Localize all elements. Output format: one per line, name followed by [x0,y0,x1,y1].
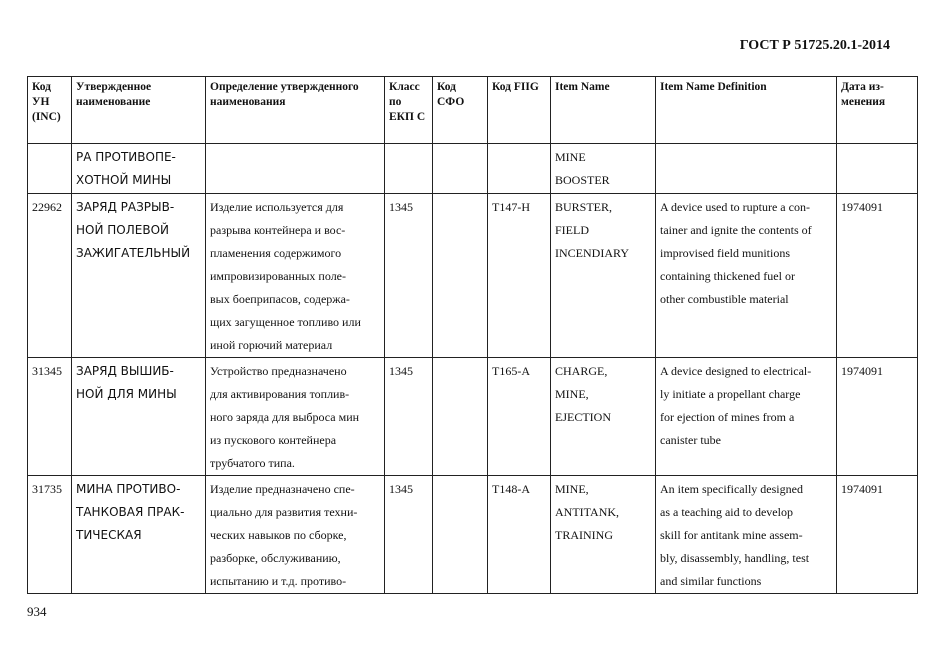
cell-date [837,144,918,194]
cell-item-name: BURSTER, FIELD INCENDIARY [551,194,656,358]
page-number: 934 [27,604,47,619]
cell-inc [28,144,72,194]
cell-inc: 31345 [28,358,72,476]
cell-item-definition: A device used to rupture a con- tainer and ignite the contents of improvised field munitions containing thickened fuel or other combustible material [656,194,837,358]
col-header-item-definition: Item Name Definition [656,77,837,144]
col-header-fiig: Код FIIG [488,77,551,144]
cell-definition: Изделие используется для разрыва контейнера и вос- пламенения содержимого импровизированных поле- вых боеприпасов, содержа- щих загущенное топливо или иной горючий материал [206,194,385,358]
cell-sfo [433,194,488,358]
document-header: ГОСТ Р 51725.20.1-2014 [739,38,890,53]
col-header-date: Дата из-менения [837,77,918,144]
cell-date: 1974091 [837,358,918,476]
cell-class [385,144,433,194]
cell-approved-name: ЗАРЯД РАЗРЫВ- НОЙ ПОЛЕВОЙ ЗАЖИГАТЕЛЬНЫЙ [72,194,206,358]
cell-item-name: MINE BOOSTER [551,144,656,194]
cell-fiig: T148-A [488,476,551,594]
cell-class: 1345 [385,194,433,358]
cell-class: 1345 [385,358,433,476]
cell-sfo [433,144,488,194]
cell-inc: 22962 [28,194,72,358]
table-row [28,358,918,476]
cell-item-name: CHARGE, MINE, EJECTION [551,358,656,476]
cell-item-definition: An item specifically designed as a teaching aid to develop skill for antitank mine assem- bly, disassembly, handling, test and similar functions [656,476,837,594]
cell-definition: Изделие предназначено спе- циально для развития техни- ческих навыков по сборке, разборке, обслуживанию, испытанию и т.д. противо- [206,476,385,594]
col-header-approved-name: Утвержденное наименование [72,77,206,144]
cell-fiig: T147-H [488,194,551,358]
col-header-sfo: Код СФО [433,77,488,144]
cell-definition: Устройство предназначено для активирования топлив- ного заряда для выброса мин из пускового контейнера трубчатого типа. [206,358,385,476]
cell-approved-name: ЗАРЯД ВЫШИБ- НОЙ ДЛЯ МИНЫ [72,358,206,476]
cell-fiig: T165-A [488,358,551,476]
cell-sfo [433,358,488,476]
cell-item-name: MINE, ANTITANK, TRAINING [551,476,656,594]
cell-approved-name: МИНА ПРОТИВО- ТАНКОВАЯ ПРАК- ТИЧЕСКАЯ [72,476,206,594]
cell-date: 1974091 [837,194,918,358]
cell-class: 1345 [385,476,433,594]
table-header-row [28,77,918,144]
cell-sfo [433,476,488,594]
cell-fiig [488,144,551,194]
table-row [28,194,918,358]
table-row [28,144,918,194]
col-header-definition: Определение утвержденного наименования [206,77,385,144]
cell-inc: 31735 [28,476,72,594]
cell-definition [206,144,385,194]
cell-date: 1974091 [837,476,918,594]
cell-item-definition: A device designed to electrical- ly initiate a propellant charge for ejection of mines from a canister tube [656,358,837,476]
col-header-inc: Код УН (INC) [28,77,72,144]
col-header-class: Класс по ЕКП С [385,77,433,144]
table-row [28,476,918,594]
cell-item-definition [656,144,837,194]
cell-approved-name: РА ПРОТИВОПЕ- ХОТНОЙ МИНЫ [72,144,206,194]
catalog-table [27,76,918,594]
col-header-item-name: Item Name [551,77,656,144]
